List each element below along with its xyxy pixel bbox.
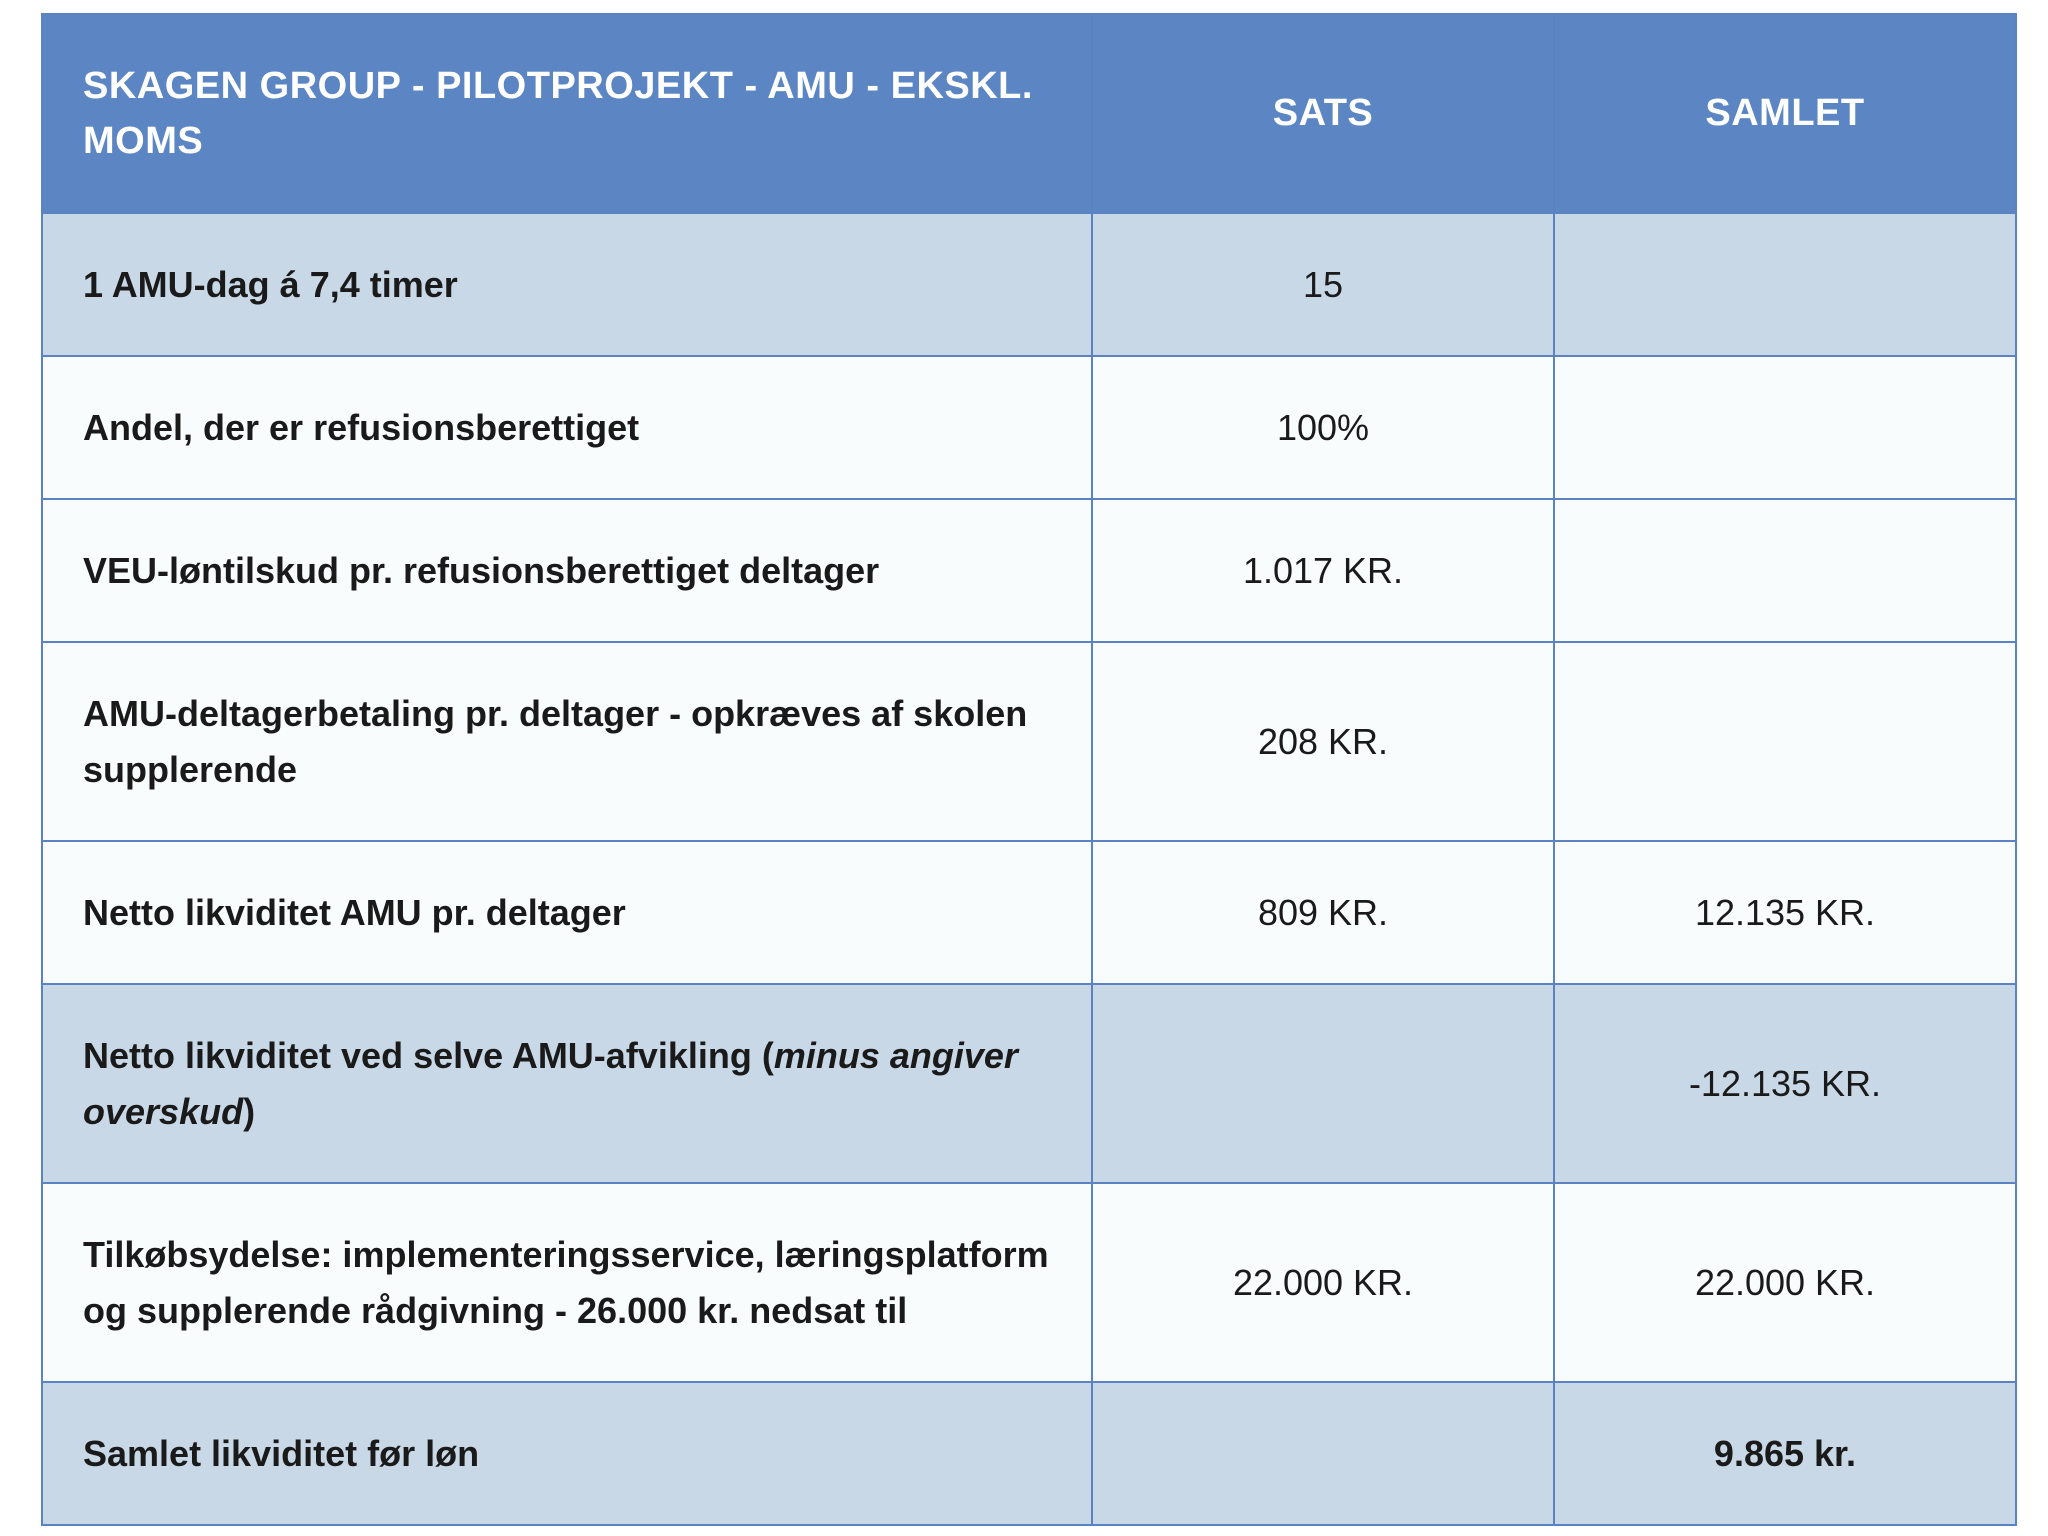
- row-label: Netto likviditet AMU pr. deltager: [42, 841, 1092, 984]
- row-sats: 15: [1092, 213, 1554, 356]
- row-sats: 22.000 KR.: [1092, 1183, 1554, 1382]
- table-row: [42, 356, 2016, 499]
- row-sats: 208 KR.: [1092, 642, 1554, 841]
- table-row: [42, 642, 2016, 841]
- table-row: [42, 841, 2016, 984]
- row-label: AMU-deltagerbetaling pr. deltager - opkræves af skolen supplerende: [42, 642, 1092, 841]
- row-samlet-total: 9.865 kr.: [1554, 1382, 2016, 1525]
- table-row: [42, 213, 2016, 356]
- row-label: [42, 984, 1092, 1183]
- row-samlet: -12.135 KR.: [1554, 984, 2016, 1183]
- row-label: Andel, der er refusionsberettiget: [42, 356, 1092, 499]
- header-sats: SATS: [1092, 14, 1554, 213]
- row-samlet: [1554, 499, 2016, 642]
- row-label: Tilkøbsydelse: implementeringsservice, læringsplatform og supplerende rådgivning - 26.000 kr. nedsat til: [42, 1183, 1092, 1382]
- row-sats: 809 KR.: [1092, 841, 1554, 984]
- row-label-suffix: ): [243, 1090, 256, 1132]
- row-label: VEU-løntilskud pr. refusionsberettiget deltager: [42, 499, 1092, 642]
- row-label: 1 AMU-dag á 7,4 timer: [42, 213, 1092, 356]
- row-sats: [1092, 1382, 1554, 1525]
- header-samlet: SAMLET: [1554, 14, 2016, 213]
- row-sats: [1092, 984, 1554, 1183]
- row-label-prefix: Netto likviditet ved selve AMU-afvikling (: [83, 1034, 774, 1076]
- table-row: [42, 1183, 2016, 1382]
- row-sats: 1.017 KR.: [1092, 499, 1554, 642]
- row-label: Samlet likviditet før løn: [42, 1382, 1092, 1525]
- liquidity-table-container: [41, 13, 2015, 1526]
- table-row: [42, 984, 2016, 1183]
- table-row: [42, 499, 2016, 642]
- row-samlet: 12.135 KR.: [1554, 841, 2016, 984]
- row-label-italic-note: minus angiver overskud: [83, 1034, 1018, 1132]
- row-samlet: 22.000 KR.: [1554, 1183, 2016, 1382]
- row-sats: 100%: [1092, 356, 1554, 499]
- row-samlet: [1554, 213, 2016, 356]
- row-samlet: [1554, 356, 2016, 499]
- table-row-total: [42, 1382, 2016, 1525]
- row-samlet: [1554, 642, 2016, 841]
- header-title: SKAGEN GROUP - PILOTPROJEKT - AMU - EKSKL. MOMS: [42, 14, 1092, 213]
- header-row: [42, 14, 2016, 213]
- liquidity-table: [41, 13, 2017, 1526]
